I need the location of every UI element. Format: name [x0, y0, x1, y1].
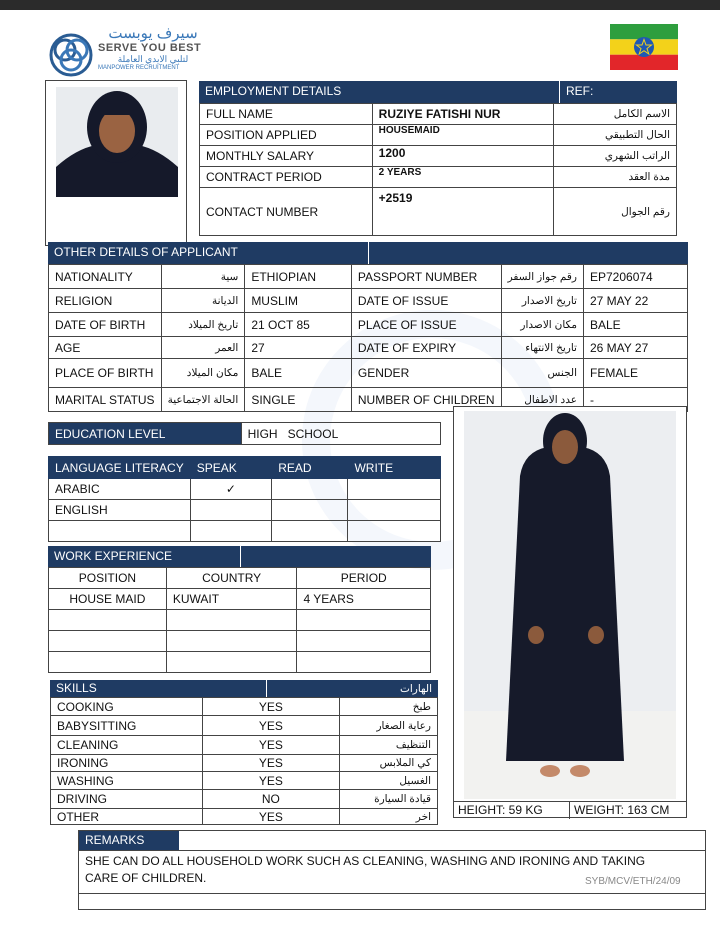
read-cell [272, 479, 348, 500]
skill-row [51, 790, 438, 809]
employment-row [200, 104, 677, 125]
skill-value: YES [202, 736, 339, 755]
passport-photo [45, 80, 187, 246]
skill-name: BABYSITTING [51, 716, 203, 736]
skill-value: YES [202, 755, 339, 772]
detail-label: AGE [49, 337, 162, 359]
remarks-text: SHE CAN DO ALL HOUSEHOLD WORK SUCH AS CLEANING, WASHING AND IRONING AND TAKING CARE OF CHILDREN. [85, 854, 646, 885]
logo-name: SERVE YOU BEST [98, 42, 202, 54]
detail-value: ETHIOPIAN [245, 265, 352, 289]
employment-label-ar: الراتب الشهري [554, 146, 677, 167]
logo-subtitle-arabic: لتلبي الايدي العاملة [117, 54, 189, 64]
employment-label-ar: الحال التطبيقي [554, 125, 677, 146]
work-period [297, 610, 431, 631]
employment-header [199, 81, 559, 103]
skill-name: OTHER [51, 809, 203, 825]
speak-cell [190, 500, 271, 521]
detail-label: NATIONALITY [49, 265, 162, 289]
work-experience-header [48, 546, 240, 567]
skill-name: IRONING [51, 755, 203, 772]
write-header: WRITE [348, 457, 441, 479]
skill-name-ar: طبخ [340, 698, 438, 716]
detail-value: 21 OCT 85 [245, 313, 352, 337]
height-field: HEIGHT: 59 KG [454, 801, 570, 819]
work-position [49, 652, 167, 673]
detail-value: EP7206074 [583, 265, 687, 289]
work-row [49, 652, 431, 673]
employment-label: CONTRACT PERIOD [200, 167, 373, 188]
window-top-bar [0, 0, 720, 10]
skill-value: YES [202, 716, 339, 736]
employment-value: 1200 [372, 146, 554, 167]
skill-name-ar: اخر [340, 809, 438, 825]
skill-row [51, 755, 438, 772]
serve-you-best-logo-icon [48, 32, 94, 78]
other-details-header [48, 242, 368, 264]
other-details-table [48, 264, 688, 412]
detail-label-ar: تاريخ الانتهاء [501, 337, 583, 359]
detail-label-ar: عدد الاطفال [501, 388, 583, 412]
other-details-row [49, 265, 688, 289]
employment-label-ar: الاسم الكامل [554, 104, 677, 125]
detail-label-ar: الحالة الاجتماعية [161, 388, 245, 412]
skill-name: COOKING [51, 698, 203, 716]
skill-row [51, 716, 438, 736]
employment-row [200, 125, 677, 146]
skill-name-ar: قيادة السيارة [340, 790, 438, 809]
detail-label-ar: رقم جواز السفر [501, 265, 583, 289]
full-body-image [464, 411, 676, 799]
other-details-row [49, 313, 688, 337]
detail-label: MARITAL STATUS [49, 388, 162, 412]
skill-name-ar: رعاية الصغار [340, 716, 438, 736]
detail-label: PLACE OF ISSUE [351, 313, 501, 337]
skills-header-label: SKILLS [56, 681, 97, 695]
skill-row [51, 772, 438, 790]
skill-name-ar: كي الملابس [340, 755, 438, 772]
employment-row [200, 146, 677, 167]
detail-label-ar: تاريخ الميلاد [161, 313, 245, 337]
weight-field: WEIGHT: 163 CM [570, 801, 686, 819]
detail-value: 27 MAY 22 [583, 289, 687, 313]
language-row [49, 500, 441, 521]
work-row [49, 610, 431, 631]
skill-name-ar: الغسيل [340, 772, 438, 790]
detail-value: 26 MAY 27 [583, 337, 687, 359]
work-country [166, 631, 297, 652]
language-row [49, 479, 441, 500]
employment-value: RUZIYE FATISHI NUR [372, 104, 554, 125]
employment-label: POSITION APPLIED [200, 125, 373, 146]
detail-label-ar: سية [161, 265, 245, 289]
detail-value: SINGLE [245, 388, 352, 412]
country-column-header: COUNTRY [166, 568, 297, 589]
other-details-row [49, 289, 688, 313]
employment-value: HOUSEMAID [372, 125, 554, 146]
employment-label-ar: مدة العقد [554, 167, 677, 188]
detail-label-ar: الديانة [161, 289, 245, 313]
remarks-box [78, 830, 706, 910]
work-country: KUWAIT [166, 589, 297, 610]
skill-row [51, 809, 438, 825]
skills-header-right [266, 680, 438, 697]
employment-label: FULL NAME [200, 104, 373, 125]
skill-row [51, 698, 438, 716]
detail-value: FEMALE [583, 359, 687, 388]
work-experience-header-right [240, 546, 431, 567]
work-experience-table [48, 567, 431, 673]
detail-label-ar: مكان الاصدار [501, 313, 583, 337]
write-cell [348, 521, 441, 542]
write-cell [348, 479, 441, 500]
detail-label-ar: العمر [161, 337, 245, 359]
education-label: EDUCATION LEVEL [49, 423, 242, 445]
work-experience-header-label: WORK EXPERIENCE [54, 549, 173, 563]
language-name [49, 521, 191, 542]
write-cell [348, 500, 441, 521]
detail-value: 27 [245, 337, 352, 359]
language-name: ARABIC [49, 479, 191, 500]
other-details-row [49, 337, 688, 359]
position-column-header: POSITION [49, 568, 167, 589]
full-body-photo [453, 406, 687, 818]
skill-name: DRIVING [51, 790, 203, 809]
cv-page [22, 10, 720, 934]
read-cell [272, 521, 348, 542]
read-cell [272, 500, 348, 521]
detail-value: BALE [583, 313, 687, 337]
logo-arabic: سيرف يوبست [108, 25, 198, 42]
skill-value: NO [202, 790, 339, 809]
employment-label: MONTHLY SALARY [200, 146, 373, 167]
work-row [49, 589, 431, 610]
speak-cell [190, 521, 271, 542]
remarks-header [79, 831, 179, 850]
detail-label: GENDER [351, 359, 501, 388]
language-table [48, 456, 441, 542]
detail-label: DATE OF ISSUE [351, 289, 501, 313]
language-row [49, 521, 441, 542]
document-code: SYB/MCV/ETH/24/09 [585, 876, 681, 887]
language-header: LANGUAGE LITERACY [49, 457, 191, 479]
period-column-header: PERIOD [297, 568, 431, 589]
skills-header-ar: الهارات [399, 683, 432, 695]
work-row [49, 631, 431, 652]
speak-header: SPEAK [190, 457, 271, 479]
detail-label-ar: الجنس [501, 359, 583, 388]
employment-label-ar: رقم الجوال [554, 188, 677, 236]
work-country [166, 610, 297, 631]
language-name: ENGLISH [49, 500, 191, 521]
skill-value: YES [202, 772, 339, 790]
employment-header-label: EMPLOYMENT DETAILS [205, 84, 342, 98]
employment-row [200, 167, 677, 188]
detail-label: NUMBER OF CHILDREN [351, 388, 501, 412]
skills-header [50, 680, 266, 697]
work-period: 4 YEARS [297, 589, 431, 610]
employment-value: +2519 [372, 188, 554, 236]
detail-value: - [583, 388, 687, 412]
skill-row [51, 736, 438, 755]
skill-value: YES [202, 809, 339, 825]
headshot-image [56, 87, 178, 197]
ref-label: REF: [566, 84, 594, 98]
detail-label-ar: مكان الميلاد [161, 359, 245, 388]
skill-value: YES [202, 698, 339, 716]
skill-name-ar: التنظيف [340, 736, 438, 755]
detail-label: PLACE OF BIRTH [49, 359, 162, 388]
check-icon: ✓ [190, 479, 271, 500]
work-position [49, 631, 167, 652]
ref-header [559, 81, 677, 103]
logo-tagline: MANPOWER RECRUITMENT [98, 65, 180, 71]
skill-name: WASHING [51, 772, 203, 790]
employment-value: 2 YEARS [372, 167, 554, 188]
employment-row [200, 188, 677, 236]
detail-value: MUSLIM [245, 289, 352, 313]
education-table [48, 422, 441, 445]
ethiopia-flag-icon [610, 24, 678, 70]
skill-name: CLEANING [51, 736, 203, 755]
employment-label: CONTACT NUMBER [200, 188, 373, 236]
work-position [49, 610, 167, 631]
work-period [297, 631, 431, 652]
detail-label-ar: تاريخ الاصدار [501, 289, 583, 313]
detail-label: RELIGION [49, 289, 162, 313]
education-value: HIGH SCHOOL [241, 423, 440, 445]
skills-table [50, 697, 438, 825]
remarks-header-label: REMARKS [85, 833, 145, 847]
other-details-row [49, 359, 688, 388]
detail-label: DATE OF BIRTH [49, 313, 162, 337]
other-details-header-label: OTHER DETAILS OF APPLICANT [54, 245, 238, 259]
work-position: HOUSE MAID [49, 589, 167, 610]
work-period [297, 652, 431, 673]
employment-table [199, 103, 677, 236]
detail-label: DATE OF EXPIRY [351, 337, 501, 359]
other-details-header-right [368, 242, 688, 264]
detail-label: PASSPORT NUMBER [351, 265, 501, 289]
read-header: READ [272, 457, 348, 479]
detail-value: BALE [245, 359, 352, 388]
work-country [166, 652, 297, 673]
